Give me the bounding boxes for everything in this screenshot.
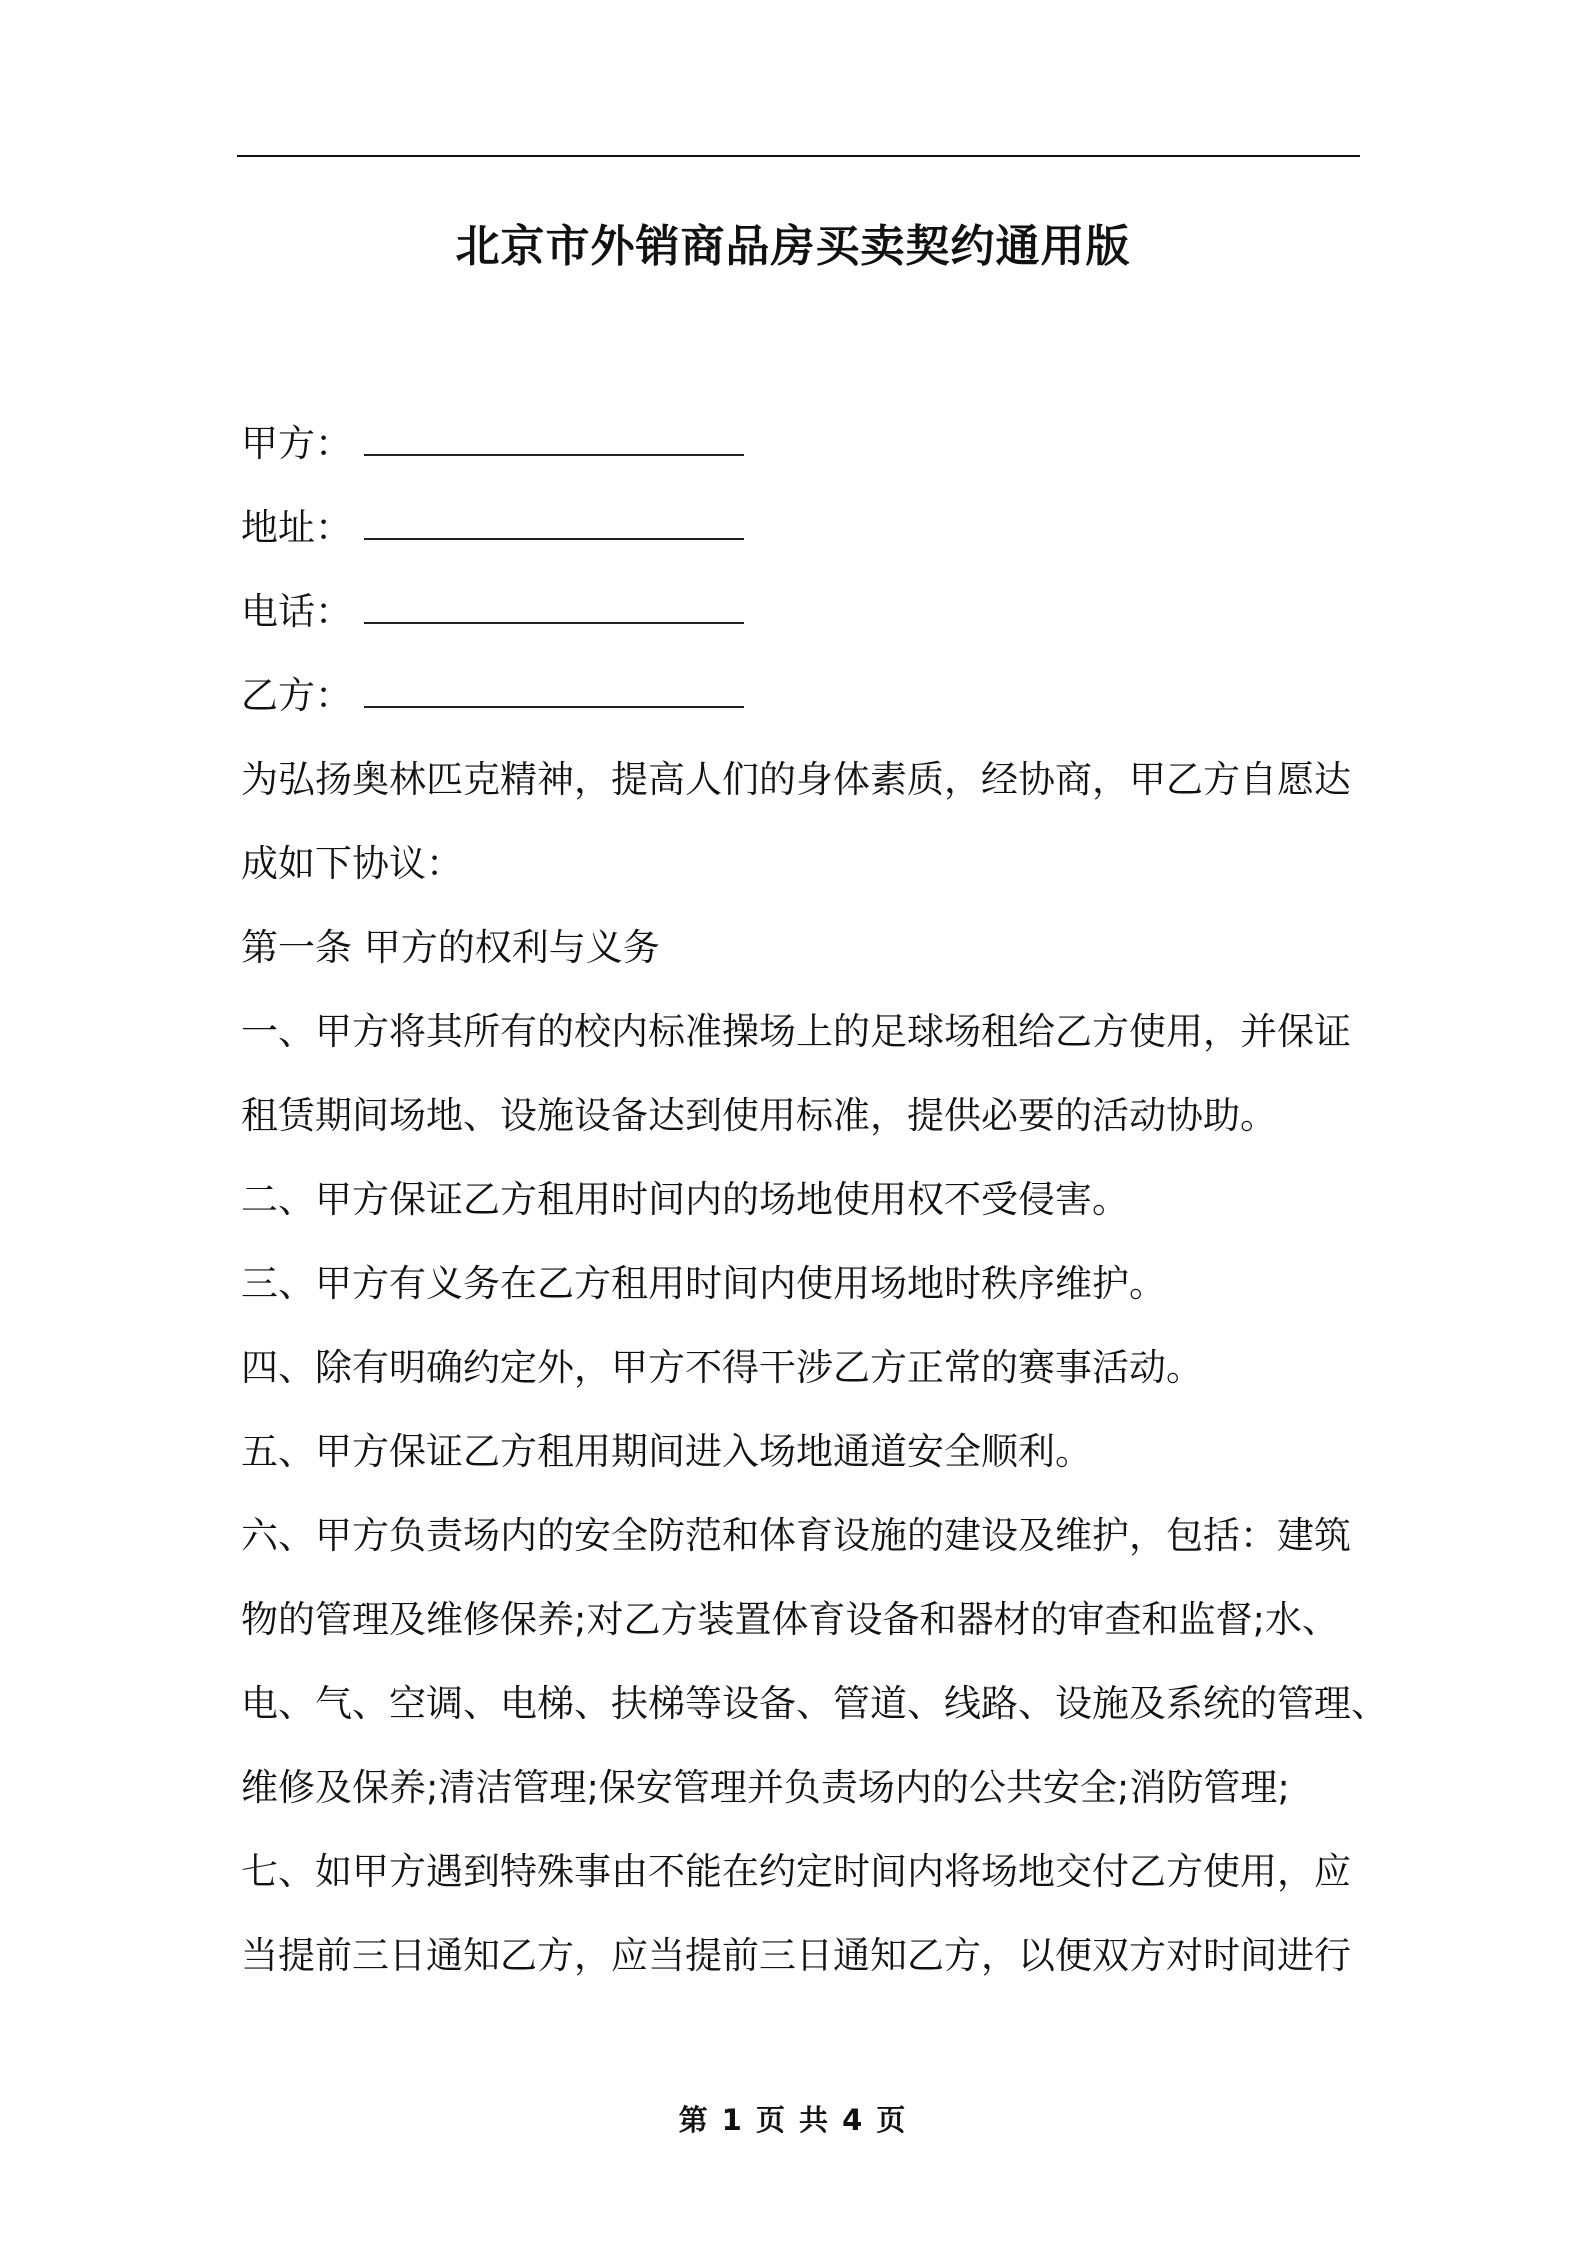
text-line: 五、甲方保证乙方租用期间进入场地通道安全顺利。 bbox=[241, 1430, 1092, 1473]
field-label: 电话： bbox=[241, 590, 352, 633]
text-line: 电、气、空调、电梯、扶梯等设备、管道、线路、设施及系统的管理、 bbox=[241, 1682, 1388, 1725]
text-line: 成如下协议： bbox=[241, 842, 463, 885]
text-line: 为弘扬奥林匹克精神，提高人们的身体素质，经协商，甲乙方自愿达 bbox=[241, 758, 1351, 801]
document-title: 北京市外销商品房买卖契约通用版 bbox=[455, 221, 1131, 272]
article-heading: 第一条 甲方的权利与义务 bbox=[241, 926, 660, 969]
field-blank-line[interactable] bbox=[364, 592, 744, 624]
field-party-b bbox=[241, 654, 1361, 738]
field-address bbox=[241, 486, 1361, 570]
field-label: 乙方： bbox=[241, 674, 352, 717]
document-body bbox=[241, 402, 1388, 1998]
field-blank-line[interactable] bbox=[364, 424, 744, 456]
text-line: 三、甲方有义务在乙方租用时间内使用场地时秩序维护。 bbox=[241, 1262, 1166, 1305]
agreement-text bbox=[241, 738, 1388, 1998]
field-label: 地址： bbox=[241, 506, 352, 549]
text-line: 物的管理及维修保养;对乙方装置体育设备和器材的审查和监督;水、 bbox=[241, 1598, 1339, 1641]
field-phone bbox=[241, 570, 1361, 654]
text-line: 七、如甲方遇到特殊事由不能在约定时间内将场地交付乙方使用，应 bbox=[241, 1850, 1351, 1893]
text-line: 租赁期间场地、设施设备达到使用标准，提供必要的活动协助。 bbox=[241, 1094, 1277, 1137]
field-blank-line[interactable] bbox=[364, 676, 744, 708]
field-party-a bbox=[241, 402, 1361, 486]
page-number: 第 1 页 共 4 页 bbox=[678, 2103, 908, 2137]
text-line: 六、甲方负责场内的安全防范和体育设施的建设及维护，包括：建筑 bbox=[241, 1514, 1351, 1557]
text-line: 二、甲方保证乙方租用时间内的场地使用权不受侵害。 bbox=[241, 1178, 1129, 1221]
field-blank-line[interactable] bbox=[364, 508, 744, 540]
text-line: 一、甲方将其所有的校内标准操场上的足球场租给乙方使用，并保证 bbox=[241, 1010, 1351, 1053]
text-line: 维修及保养;清洁管理;保安管理并负责场内的公共安全;消防管理; bbox=[241, 1766, 1290, 1809]
text-line: 四、除有明确约定外，甲方不得干涉乙方正常的赛事活动。 bbox=[241, 1346, 1203, 1389]
header-rule bbox=[237, 155, 1360, 157]
text-line: 当提前三日通知乙方，应当提前三日通知乙方，以便双方对时间进行 bbox=[241, 1934, 1351, 1977]
field-label: 甲方： bbox=[241, 422, 352, 465]
